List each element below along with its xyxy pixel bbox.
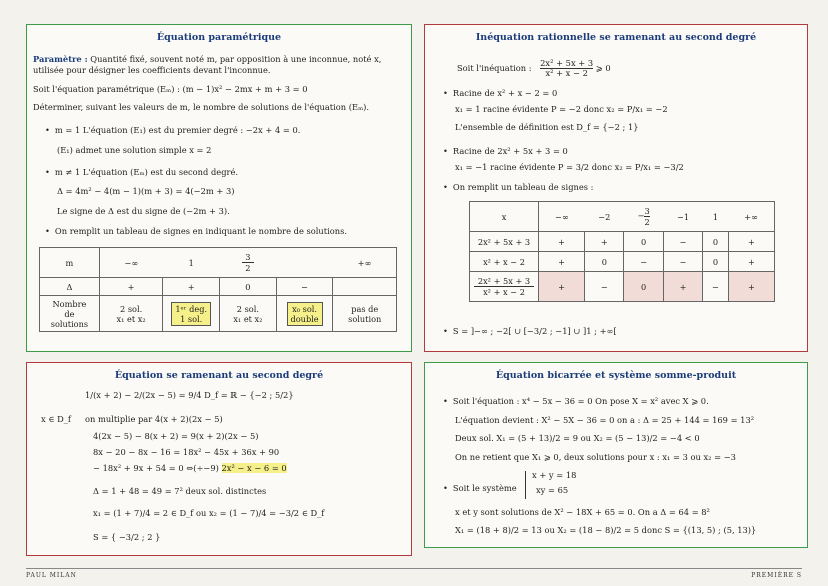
- delta-sign-2: +: [163, 278, 220, 296]
- step-3: − 18x² + 9x + 54 = 0 ⇔(÷−9) 2x² − x − 6 = 0: [93, 463, 287, 473]
- sign: +: [539, 252, 585, 272]
- plus-infinity: +∞: [728, 202, 774, 232]
- sign-table-parametric: [39, 247, 397, 332]
- panel-title: Équation se ramenant au second degré: [114, 370, 324, 381]
- footer-author: PAUL MILAN: [26, 572, 77, 579]
- system: x + y = 18 xy = 65: [525, 471, 576, 499]
- inequation: Soit l'inéquation : $\frac{\text{2x² + 5x + 3}}{\text{x² + x − 2}}$ ⩾ 0: [457, 58, 611, 79]
- solution-simple: (E₁) admet une solution simple x = 2: [57, 145, 212, 155]
- panel-parametric-equation: [26, 24, 412, 352]
- sign: 0: [624, 232, 663, 252]
- row-header-delta: Δ: [40, 278, 100, 296]
- biquadratic-equation: • Soit l'équation : x⁴ − 5x − 36 = 0 On pose X = x² avec X ⩾ 0.: [443, 397, 709, 406]
- sign-table-rational: [469, 201, 775, 302]
- sign: −: [663, 252, 702, 272]
- bullet-sign-table: • On remplit un tableau de signes :: [443, 183, 593, 192]
- root-numerator: • Racine de 2x² + 5x + 3 = 0: [443, 147, 568, 156]
- delta-expression: Δ = 4m² − 4(m − 1)(m + 3) = 4(−2m + 3): [57, 186, 235, 196]
- root-numerator-detail: x₁ = −1 racine évidente P = 3/2 donc x₂ = P/x₁ = −3/2: [455, 162, 684, 172]
- value-one: 1: [703, 202, 729, 232]
- value-one: 1: [163, 248, 220, 278]
- sign: +: [539, 272, 585, 302]
- value-minus-two: −2: [585, 202, 624, 232]
- plus-infinity: +∞: [333, 248, 397, 278]
- system-solutions: X₁ = (18 + 8)/2 = 13 ou X₂ = (18 − 8)/2 = 5 donc S = {(13, 5) ; (5, 13)}: [455, 525, 757, 535]
- definition-line-2: utilisée pour désigner les coefficients devant l'inconnue.: [33, 65, 271, 75]
- panel-biquadratic: [424, 362, 808, 548]
- sign: +: [539, 232, 585, 252]
- domain: L'ensemble de définition est D_f = {−2 ; 1}: [455, 122, 639, 132]
- roots: x₁ = (1 + 7)/4 = 2 ∈ D_f ou x₂ = (1 − 7)/4 = −3/2 ∈ D_f: [93, 508, 325, 518]
- substitution: L'équation devient : X² − 5X − 36 = 0 on a : Δ = 25 + 144 = 169 = 13²: [455, 415, 755, 425]
- cell-first-degree: 1ᵉʳ deg. 1 sol.: [163, 296, 220, 332]
- sign: +: [728, 252, 774, 272]
- step-2: 8x − 20 − 8x − 16 = 18x² − 45x + 36x + 90: [93, 447, 280, 457]
- minus-infinity: −∞: [539, 202, 585, 232]
- sign: +: [728, 272, 774, 302]
- multiply-step: on multiplie par 4(x + 2)(2x − 5): [85, 414, 223, 424]
- row-header-m: m: [40, 248, 100, 278]
- task: Déterminer, suivant les valeurs de m, le nombre de solutions de l'équation (Eₘ).: [33, 102, 370, 112]
- value-minus-three-halves: − $\frac{3}{2}$: [624, 202, 663, 232]
- sign: 0: [703, 252, 729, 272]
- sign: 0: [624, 272, 663, 302]
- row-numerator: 2x² + 5x + 3: [470, 232, 539, 252]
- row-quotient: 2x² + 5x + 3 x² + x − 2: [470, 272, 539, 302]
- retained-solutions: On ne retient que X₁ ⩾ 0, deux solutions pour x : x₁ = 3 ou x₂ = −3: [455, 452, 736, 462]
- value-minus-one: −1: [663, 202, 702, 232]
- cell-no-solution: pas de solution: [333, 296, 397, 332]
- x-in-domain: x ∈ D_f: [41, 414, 71, 424]
- two-solutions: Deux sol. X₁ = (5 + 13)/2 = 9 ou X₂ = (5 − 13)/2 = −4 < 0: [455, 433, 700, 443]
- delta-sign-3: −: [276, 278, 333, 296]
- discriminant: Δ = 1 + 48 = 49 = 7² deux sol. distinctes: [93, 486, 267, 496]
- system-intro: • Soit le système: [443, 484, 517, 493]
- cell-two-solutions-b: 2 sol. x₁ et x₂: [220, 296, 277, 332]
- root-denominator-detail: x₁ = 1 racine évidente P = −2 donc x₂ = P/x₁ = −2: [455, 104, 668, 114]
- bullet-m-equals-1: • m = 1 L'équation (E₁) est du premier degré : −2x + 4 = 0.: [45, 126, 300, 135]
- row-header-x: x: [470, 202, 539, 232]
- sign: −: [585, 272, 624, 302]
- root-denominator: • Racine de x² + x − 2 = 0: [443, 89, 557, 98]
- sign: 0: [703, 232, 729, 252]
- cell-double-root: x₀ sol. double: [276, 296, 333, 332]
- sign: +: [585, 232, 624, 252]
- panel-equation-second-degree: [26, 362, 412, 556]
- row-header-solutions: Nombre de solutions: [40, 296, 100, 332]
- sign: +: [663, 272, 702, 302]
- solution-set: • S = ]−∞ ; −2[ ∪ [−3/2 ; −1] ∪ ]1 ; +∞[: [443, 327, 617, 336]
- delta-sign: Le signe de Δ est du signe de (−2m + 3).: [57, 206, 230, 216]
- panel-title: Équation bicarrée et système somme-produit: [495, 370, 737, 381]
- step-1: 4(2x − 5) − 8(x + 2) = 9(x + 2)(2x − 5): [93, 431, 259, 441]
- panel-rational-inequation: [424, 24, 808, 352]
- footer-rule: [26, 568, 802, 569]
- equation: Soit l'équation paramétrique (Eₘ) : (m − 1)x² − 2mx + m + 3 = 0: [33, 84, 308, 94]
- definition-line-1: Paramètre : Quantité fixé, souvent noté m, par opposition à une inconnue, noté x,: [33, 54, 382, 64]
- solution-set: S = { −3/2 ; 2 }: [93, 532, 161, 542]
- panel-title: Équation paramétrique: [156, 32, 282, 43]
- delta-sign-1: +: [99, 278, 163, 296]
- row-denominator: x² + x − 2: [470, 252, 539, 272]
- sign: −: [703, 272, 729, 302]
- minus-infinity: −∞: [99, 248, 163, 278]
- sign: 0: [585, 252, 624, 272]
- panel-title: Inéquation rationnelle se ramenant au second degré: [475, 32, 757, 43]
- system-equation: x et y sont solutions de X² − 18X + 65 = 0. On a Δ = 64 = 8²: [455, 507, 710, 517]
- bullet-m-not-1: • m ≠ 1 L'équation (Eₘ) est du second degré.: [45, 168, 238, 177]
- bullet-sign-table: • On remplit un tableau de signes en indiquant le nombre de solutions.: [45, 227, 347, 236]
- sign: −: [624, 252, 663, 272]
- cell-two-solutions: 2 sol. x₁ et x₂: [99, 296, 163, 332]
- footer-level: PREMIÈRE S: [751, 572, 802, 579]
- sign: +: [728, 232, 774, 252]
- sign: −: [663, 232, 702, 252]
- value-three-halves: 3 2: [220, 248, 277, 278]
- delta-zero: 0: [220, 278, 277, 296]
- equation-rational: 1/(x + 2) − 2/(2x − 5) = 9/4 D_f = ℝ − {−2 ; 5/2}: [85, 390, 294, 400]
